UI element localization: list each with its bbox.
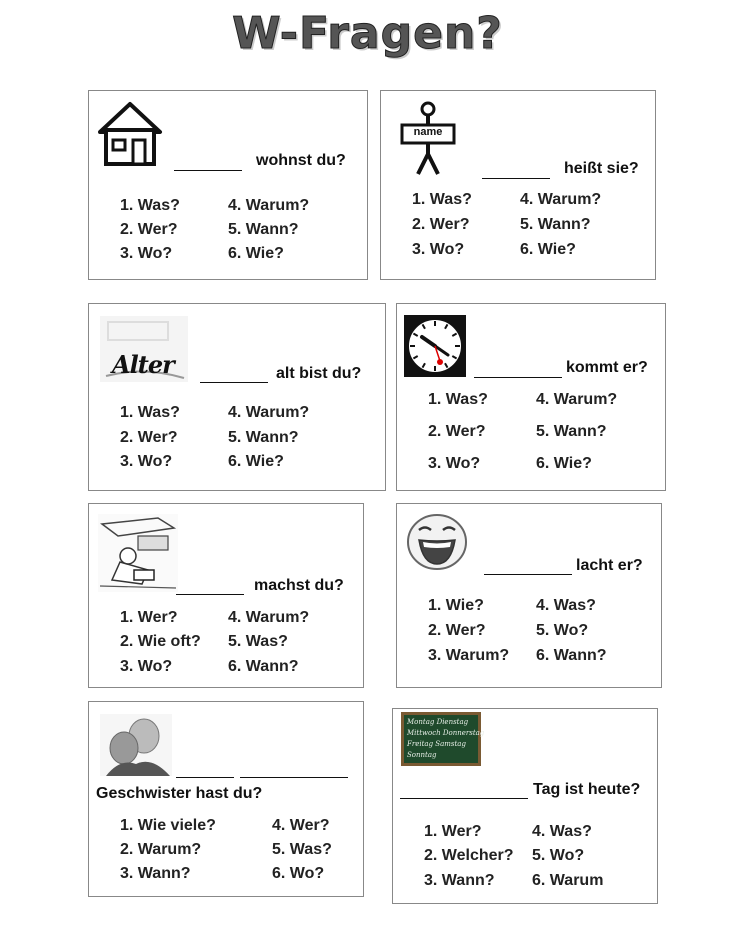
option[interactable]: 1. Wer? — [120, 609, 178, 626]
option[interactable]: 5. Wo? — [536, 622, 589, 639]
option[interactable]: 3. Warum? — [428, 647, 510, 664]
option[interactable]: 4. Warum? — [228, 404, 310, 421]
answer-blank[interactable] — [482, 178, 550, 179]
question-text: lacht er? — [576, 557, 643, 574]
option[interactable]: 6. Wann? — [536, 647, 607, 664]
name-tag-label: name — [413, 126, 443, 138]
option[interactable]: 3. Wo? — [120, 245, 173, 262]
question-text: Geschwister hast du? — [96, 785, 263, 802]
laughing-face-icon — [405, 512, 469, 572]
option[interactable]: 5. Was? — [272, 841, 332, 858]
siblings-photo-icon — [100, 714, 172, 776]
question-text: wohnst du? — [256, 152, 346, 169]
answer-blank[interactable] — [200, 382, 268, 383]
board-line: Freitag Samstag — [407, 740, 466, 748]
option[interactable]: 1. Wie? — [428, 597, 484, 614]
answer-blank[interactable] — [400, 798, 528, 799]
option[interactable]: 5. Wann? — [520, 216, 591, 233]
option[interactable]: 2. Wer? — [412, 216, 470, 233]
question-text: heißt sie? — [564, 160, 639, 177]
chalkboard-days-icon — [401, 712, 485, 766]
option[interactable]: 2. Wer? — [120, 221, 178, 238]
option[interactable]: 2. Welcher? — [424, 847, 514, 864]
option[interactable]: 2. Wie oft? — [120, 633, 201, 650]
question-text: kommt er? — [566, 359, 648, 376]
option[interactable]: 5. Wann? — [536, 423, 607, 440]
option[interactable]: 6. Wann? — [228, 658, 299, 675]
clock-icon — [404, 315, 466, 377]
child-reading-sketch-icon — [98, 514, 178, 592]
option[interactable]: 3. Wo? — [120, 658, 173, 675]
option[interactable]: 4. Warum? — [536, 391, 618, 408]
option[interactable]: 4. Wer? — [272, 817, 330, 834]
option[interactable]: 3. Wann? — [424, 872, 495, 889]
board-line: Montag Dienstag — [407, 718, 469, 726]
answer-blank[interactable] — [474, 377, 562, 378]
option[interactable]: 3. Wann? — [120, 865, 191, 882]
question-text: alt bist du? — [276, 365, 362, 382]
option[interactable]: 1. Was? — [120, 197, 180, 214]
option[interactable]: 1. Wie viele? — [120, 817, 216, 834]
question-text: Tag ist heute? — [533, 781, 641, 798]
name-person-icon — [398, 100, 458, 176]
answer-blank[interactable] — [484, 574, 572, 575]
option[interactable]: 5. Wo? — [532, 847, 585, 864]
option[interactable]: 1. Wer? — [424, 823, 482, 840]
option[interactable]: 6. Wie? — [228, 245, 284, 262]
option[interactable]: 6. Wie? — [536, 455, 592, 472]
option[interactable]: 6. Wie? — [228, 453, 284, 470]
option[interactable]: 6. Wie? — [520, 241, 576, 258]
option[interactable]: 1. Was? — [120, 404, 180, 421]
question-text: machst du? — [254, 577, 344, 594]
answer-blank[interactable] — [174, 170, 242, 171]
option[interactable]: 3. Wo? — [120, 453, 173, 470]
option[interactable]: 4. Warum? — [520, 191, 602, 208]
option[interactable]: 2. Wer? — [428, 423, 486, 440]
house-icon — [96, 100, 164, 168]
option[interactable]: 5. Was? — [228, 633, 288, 650]
alter-word: Alter — [112, 350, 174, 379]
answer-blank[interactable] — [240, 777, 348, 778]
option[interactable]: 2. Wer? — [120, 429, 178, 446]
option[interactable]: 4. Was? — [532, 823, 592, 840]
page-title: W-Fragen? — [232, 8, 503, 59]
option[interactable]: 4. Warum? — [228, 609, 310, 626]
option[interactable]: 2. Wer? — [428, 622, 486, 639]
answer-blank[interactable] — [176, 594, 244, 595]
board-line: Sonntag — [407, 751, 437, 759]
option[interactable]: 1. Was? — [412, 191, 472, 208]
answer-blank[interactable] — [176, 777, 234, 778]
option[interactable]: 3. Wo? — [428, 455, 481, 472]
option[interactable]: 6. Warum — [532, 872, 604, 889]
option[interactable]: 1. Was? — [428, 391, 488, 408]
board-line: Mittwoch Donnerstag — [407, 729, 485, 737]
option[interactable]: 3. Wo? — [412, 241, 465, 258]
option[interactable]: 6. Wo? — [272, 865, 325, 882]
option[interactable]: 5. Wann? — [228, 429, 299, 446]
option[interactable]: 4. Was? — [536, 597, 596, 614]
option[interactable]: 4. Warum? — [228, 197, 310, 214]
option[interactable]: 5. Wann? — [228, 221, 299, 238]
option[interactable]: 2. Warum? — [120, 841, 202, 858]
